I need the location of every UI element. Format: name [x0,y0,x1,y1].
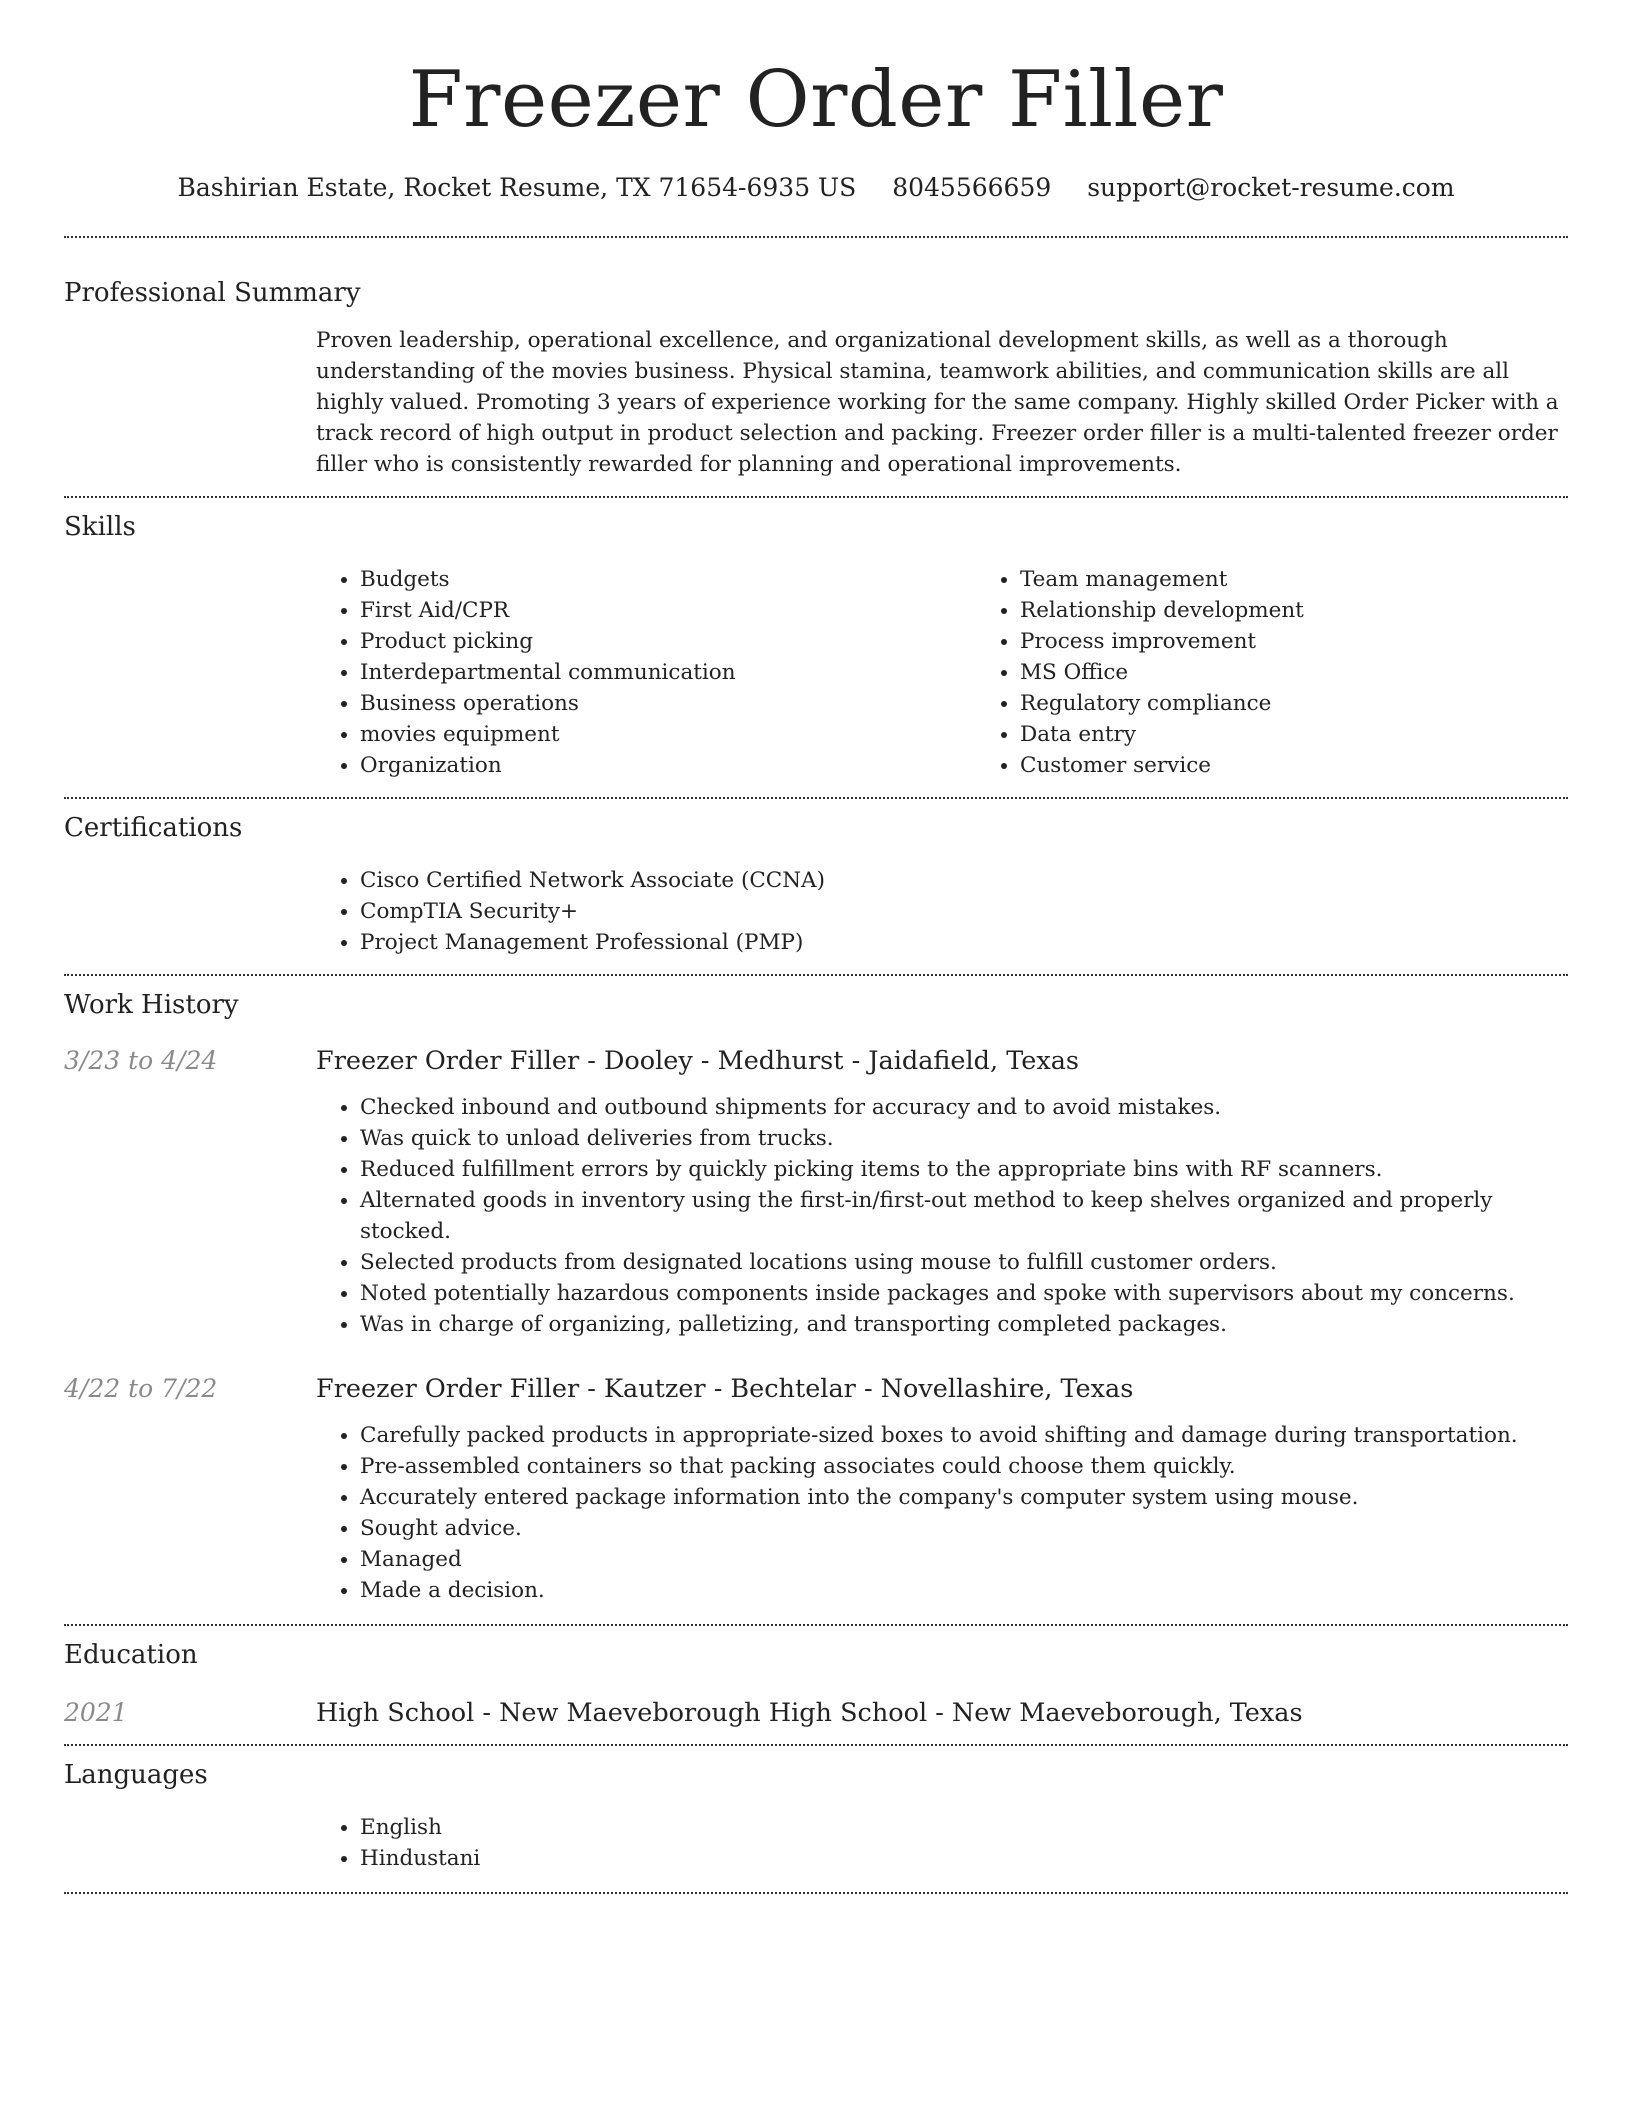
languages-section [64,1812,1568,1874]
list-item: • Relationship development [1020,595,1632,626]
summary-heading: Professional Summary [64,278,361,308]
divider [64,1892,1568,1894]
list-item: • Managed [360,1544,1568,1575]
list-item: • CompTIA Security+ [360,896,1568,927]
job-dates: 3/23 to 4/24 [64,1046,218,1075]
list-item: • Noted potentially hazardous components inside packages and spoke with supervisors about my concerns. [360,1278,1568,1309]
list-item: • Alternated goods in inventory using the first-in/first-out method to keep shelves organized and properly stocked. [360,1185,1568,1247]
list-item: • Cisco Certified Network Associate (CCNA) [360,865,1568,896]
contact-address: Bashirian Estate, Rocket Resume, TX 71654-6935 US [177,173,857,202]
job-entry [64,1372,1568,1606]
list-item: • Sought advice. [360,1513,1568,1544]
education-heading: Education [64,1640,198,1670]
candidate-name: Freezer Order Filler [408,55,1224,145]
job-bullets [316,1420,1568,1606]
skills-section [64,564,1568,781]
job-dates: 4/22 to 7/22 [64,1374,218,1403]
list-item: • Was in charge of organizing, palletizing, and transporting completed packages. [360,1309,1568,1340]
certifications-list [316,865,1568,958]
list-item: • Pre-assembled containers so that packing associates could choose them quickly. [360,1451,1568,1482]
list-item: • Carefully packed products in appropriate-sized boxes to avoid shifting and damage during transportation. [360,1420,1568,1451]
job-title: Freezer Order Filler - Kautzer - Bechtelar - Novellashire, Texas [316,1374,1134,1404]
divider [64,1744,1568,1746]
skills-list-right [976,564,1632,781]
list-item: • Product picking [360,626,976,657]
skills-list-left [316,564,976,781]
list-item: • Organization [360,750,976,781]
list-item: • Checked inbound and outbound shipments for accuracy and to avoid mistakes. [360,1092,1568,1123]
list-item: • Interdepartmental communication [360,657,976,688]
skills-heading: Skills [64,512,136,542]
summary-text: Proven leadership, operational excellence, and organizational development skills, as well as a thorough understanding of the movies business. Physical stamina, teamwork abilities, and communication skills are all highly valued. Promoting 3 years of experience working for the same company. Highly skilled Order Picker with a track record of high output in product selection and packing. Freezer order filler is a multi-talented freezer order filler who is consistently rewarded for planning and operational improvements. [316,328,1559,477]
list-item: • English [360,1812,1568,1843]
list-item: • Process improvement [1020,626,1632,657]
divider [64,797,1568,799]
education-year: 2021 [64,1698,128,1727]
education-degree: High School - New Maeveborough High School - New Maeveborough, Texas [316,1698,1303,1728]
languages-heading: Languages [64,1760,208,1790]
job-title: Freezer Order Filler - Dooley - Medhurst - Jaidafield, Texas [316,1046,1079,1076]
education-entry [64,1696,1568,1730]
list-item: • Project Management Professional (PMP) [360,927,1568,958]
languages-list [316,1812,1568,1874]
list-item: • MS Office [1020,657,1632,688]
summary-section [64,325,1568,480]
divider [64,236,1568,238]
list-item: • Regulatory compliance [1020,688,1632,719]
contact-phone: 8045566659 [892,173,1052,202]
list-item: • Was quick to unload deliveries from trucks. [360,1123,1568,1154]
certifications-section [64,865,1568,958]
job-bullets [316,1092,1568,1340]
divider [64,974,1568,976]
certifications-heading: Certifications [64,813,243,843]
list-item: • Made a decision. [360,1575,1568,1606]
job-entry [64,1044,1568,1340]
list-item: • Selected products from designated locations using mouse to fulfill customer orders. [360,1247,1568,1278]
list-item: • Data entry [1020,719,1632,750]
list-item: • movies equipment [360,719,976,750]
list-item: • Reduced fulfillment errors by quickly picking items to the appropriate bins with RF scanners. [360,1154,1568,1185]
list-item: • Business operations [360,688,976,719]
list-item: • Budgets [360,564,976,595]
contact-line [64,172,1568,204]
list-item: • Accurately entered package information into the company's computer system using mouse. [360,1482,1568,1513]
contact-email: support@rocket-resume.com [1087,173,1455,202]
divider [64,496,1568,498]
list-item: • First Aid/CPR [360,595,976,626]
divider [64,1624,1568,1626]
list-item: • Team management [1020,564,1632,595]
list-item: • Customer service [1020,750,1632,781]
list-item: • Hindustani [360,1843,1568,1874]
work-history-heading: Work History [64,990,239,1020]
